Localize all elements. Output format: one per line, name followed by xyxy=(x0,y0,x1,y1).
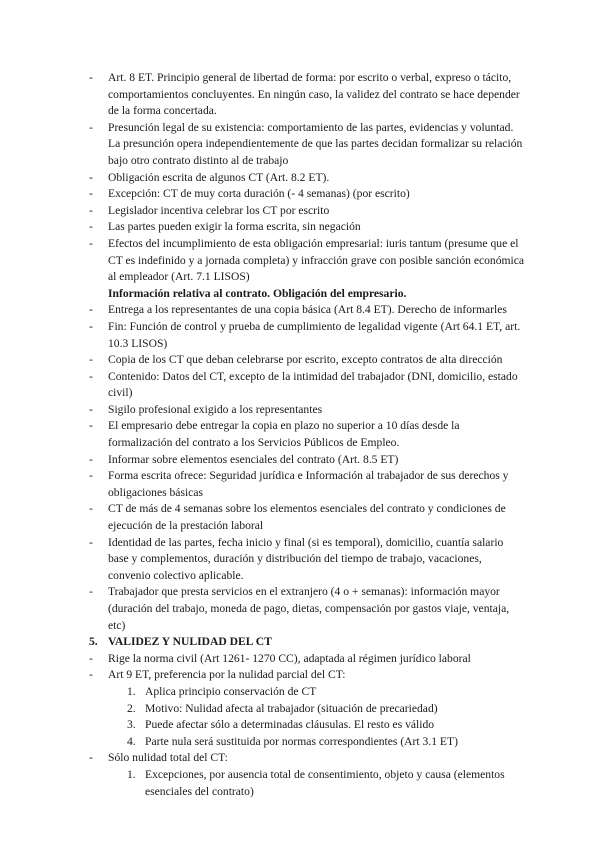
ordered-item: 2. Motivo: Nulidad afecta al trabajador (situación de precariedad) xyxy=(127,701,438,715)
list-item: - Trabajador que presta servicios en el extranjero (4 o + semanas): información mayor (duración del trabajo, moneda de pago, dietas, compensación por gastos viaje, ventaja, etc) xyxy=(89,585,510,632)
list-item: - Las partes pueden exigir la forma escrita, sin negación xyxy=(89,220,361,234)
list-item: - El empresario debe entregar la copia en plazo no superior a 10 días desde la formalización del contrato a los Servicios Públicos de Empleo. xyxy=(89,419,460,450)
ordered-item: 3. Puede afectar sólo a determinadas cláusulas. El resto es válido xyxy=(127,718,435,732)
list-item: - Legislador incentiva celebrar los CT por escrito xyxy=(89,203,330,217)
list-item: - Efectos del incumplimiento de esta obligación empresarial: iuris tantum (presume que el CT es indefinido y a jornada completa) y infracción grave con posible sanción económica al empleador (Art. 7.1 LISOS) xyxy=(89,236,525,284)
ordered-item: 4. Parte nula será sustituida por normas correspondientes (Art 3.1 ET) xyxy=(127,734,458,748)
list-item: - Presunción legal de su existencia: comportamiento de las partes, evidencias y voluntad. La presunción opera independientemente de que las partes decidan formalizar su relación bajo otro contrato distinto al de trabajo xyxy=(89,120,523,167)
subheading: Información relativa al contrato. Obligación del empresario. xyxy=(108,286,407,300)
ordered-item: 1. Aplica principio conservación de CT xyxy=(127,684,317,698)
list-item: - Entrega a los representantes de una copia básica (Art 8.4 ET). Derecho de informarles xyxy=(89,303,507,317)
list-item: - Contenido: Datos del CT, excepto de la intimidad del trabajador (DNI, domicilio, estado civil) xyxy=(89,369,518,400)
list-item: - Sigilo profesional exigido a los representantes xyxy=(89,402,323,416)
list-item: - Copia de los CT que deban celebrarse por escrito, excepto contratos de alta dirección xyxy=(89,353,503,367)
list-item: - Sólo nulidad total del CT: xyxy=(89,751,228,765)
list-item: - Art. 8 ET. Principio general de libertad de forma: por escrito o verbal, expreso o tácito, comportamientos concluyentes. En ningún caso, la validez del contrato se hace depender de la forma concertada. xyxy=(89,71,520,118)
list-item: - Identidad de las partes, fecha inicio y final (si es temporal), domicilio, cuantía salario base y complementos, duración y distribución del tiempo de trabajo, vacaciones, convenio colectivo aplicable. xyxy=(89,535,504,582)
list-item: - Informar sobre elementos esenciales del contrato (Art. 8.5 ET) xyxy=(89,452,399,466)
list-item: - Fin: Función de control y prueba de cumplimiento de legalidad vigente (Art 64.1 ET, art. 10.3 LISOS) xyxy=(89,319,521,350)
list-item: - CT de más de 4 semanas sobre los elementos esenciales del contrato y condiciones de ejecución de la prestación laboral xyxy=(89,502,506,533)
page-content xyxy=(89,70,525,800)
list-item: - Forma escrita ofrece: Seguridad jurídica e Información al trabajador de sus derechos y obligaciones básicas xyxy=(89,469,509,499)
list-item: - Art 9 ET, preferencia por la nulidad parcial del CT: xyxy=(89,668,346,682)
list-item: - Excepción: CT de muy corta duración (- 4 semanas) (por escrito) xyxy=(89,187,410,201)
list-item: - Rige la norma civil (Art 1261- 1270 CC), adaptada al régimen jurídico laboral xyxy=(89,651,471,665)
section-title: VALIDEZ Y NULIDAD DEL CT xyxy=(108,635,272,649)
section-heading: 5. VALIDEZ Y NULIDAD DEL CT xyxy=(89,635,272,649)
list-item: - Obligación escrita de algunos CT (Art. 8.2 ET). xyxy=(89,170,330,184)
ordered-item: 1. Excepciones, por ausencia total de consentimiento, objeto y causa (elementos esenciales del contrato) xyxy=(127,767,505,798)
